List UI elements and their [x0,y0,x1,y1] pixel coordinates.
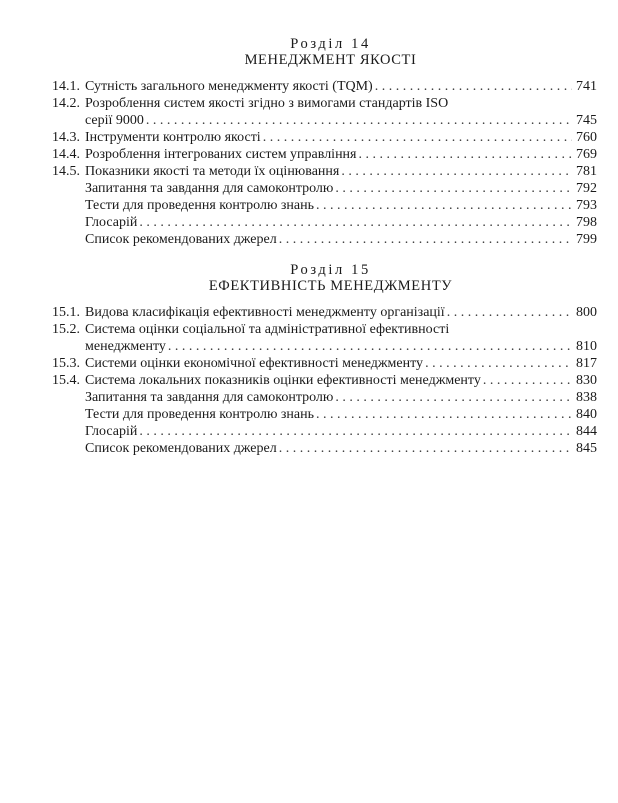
entry-title: Список рекомендованих джерел [85,232,277,247]
toc-row [52,197,597,214]
toc-entry [52,129,597,146]
toc-entry [52,321,597,355]
page-number: 745 [576,113,597,128]
page-number: 793 [576,198,597,213]
dot-leader [335,389,572,406]
entry-title: Список рекомендованих джерел [85,441,277,456]
entry-title: Розроблення систем якості згідно з вимогами стандартів ISO [85,96,449,111]
toc-row [52,389,597,406]
entry-title: менеджменту [85,339,166,354]
toc-entry [52,146,597,163]
toc-row [52,338,597,355]
section-title: ЕФЕКТИВНІСТЬ МЕНЕДЖМЕНТУ [208,278,453,294]
toc-entry [52,372,597,389]
dot-leader [447,304,572,321]
page-number: 781 [576,164,597,179]
entry-number: 14.4. [52,147,80,162]
toc-row [52,95,597,112]
section-14 [52,36,597,248]
toc-row [52,231,597,248]
toc-row [52,440,597,457]
toc-row [52,355,597,372]
page-number: 760 [576,130,597,145]
section-15 [52,262,597,457]
toc-entry [52,231,597,248]
page-number: 769 [576,147,597,162]
page-number: 840 [576,407,597,422]
entry-number: 15.3. [52,356,80,371]
toc-row [52,180,597,197]
dot-leader [139,423,572,440]
entry-title: Глосарій [85,424,138,439]
entry-number: 14.3. [52,130,80,145]
entry-title: Системи оцінки економічної ефективності менеджменту [85,356,424,371]
toc-row [52,321,597,338]
dot-leader [316,197,572,214]
dot-leader [279,231,572,248]
page-number: 817 [576,356,597,371]
dot-leader [375,78,572,95]
toc-row [52,423,597,440]
entry-number: 15.2. [52,322,80,337]
toc-row [52,112,597,129]
entry-title: Показники якості та методи їх оцінювання [85,164,340,179]
entry-title: Система оцінки соціальної та адміністративної ефективності [85,322,450,337]
toc-row [52,163,597,180]
page-number: 800 [576,305,597,320]
dot-leader [483,372,572,389]
toc-entry [52,406,597,423]
entry-number: 14.2. [52,96,80,111]
dot-leader [146,112,572,129]
entry-title: Запитання та завдання для самоконтролю [85,181,334,196]
toc-entry [52,180,597,197]
dot-leader [359,146,573,163]
toc-row [52,146,597,163]
toc-row [52,406,597,423]
dot-leader [341,163,572,180]
entry-title: Видова класифікація ефективності менеджменту організації [85,305,445,320]
page-number: 810 [576,339,597,354]
page-number: 845 [576,441,597,456]
toc-entry [52,389,597,406]
entry-title: Сутність загального менеджменту якості (TQM) [85,79,373,94]
entry-title: серії 9000 [85,113,144,128]
section-label: Розділ 15 [290,262,371,278]
toc-entry [52,214,597,231]
entry-title: Система локальних показників оцінки ефективності менеджменту [85,373,481,388]
toc-entry [52,95,597,129]
section-label: Розділ 14 [290,36,371,52]
entry-title: Запитання та завдання для самоконтролю [85,390,334,405]
toc-entry [52,440,597,457]
entry-title: Інструменти контролю якості [85,130,261,145]
toc-row [52,129,597,146]
page-number: 741 [576,79,597,94]
dot-leader [139,214,572,231]
page-number: 838 [576,390,597,405]
entry-number: 15.1. [52,305,80,320]
dot-leader [279,440,572,457]
toc-entry [52,423,597,440]
toc-entry [52,78,597,95]
page-number: 798 [576,215,597,230]
entry-title: Тести для проведення контролю знань [85,198,315,213]
toc-row [52,78,597,95]
dot-leader [263,129,572,146]
entry-number: 15.4. [52,373,80,388]
toc-row [52,372,597,389]
toc-entry [52,304,597,321]
toc-row [52,214,597,231]
toc-entry [52,355,597,372]
entry-title: Глосарій [85,215,138,230]
dot-leader [335,180,572,197]
entry-title: Розроблення інтегрованих систем управління [85,147,357,162]
dot-leader [425,355,572,372]
page-number: 830 [576,373,597,388]
page-number: 844 [576,424,597,439]
toc-list [52,304,597,457]
toc-list [52,78,597,248]
dot-leader [316,406,572,423]
toc-entry [52,197,597,214]
page-number: 792 [576,181,597,196]
entry-title: Тести для проведення контролю знань [85,407,315,422]
toc-entry [52,163,597,180]
toc-row [52,304,597,321]
page-number: 799 [576,232,597,247]
entry-number: 14.5. [52,164,80,179]
dot-leader [168,338,572,355]
entry-number: 14.1. [52,79,80,94]
section-title: МЕНЕДЖМЕНТ ЯКОСТІ [244,52,417,68]
